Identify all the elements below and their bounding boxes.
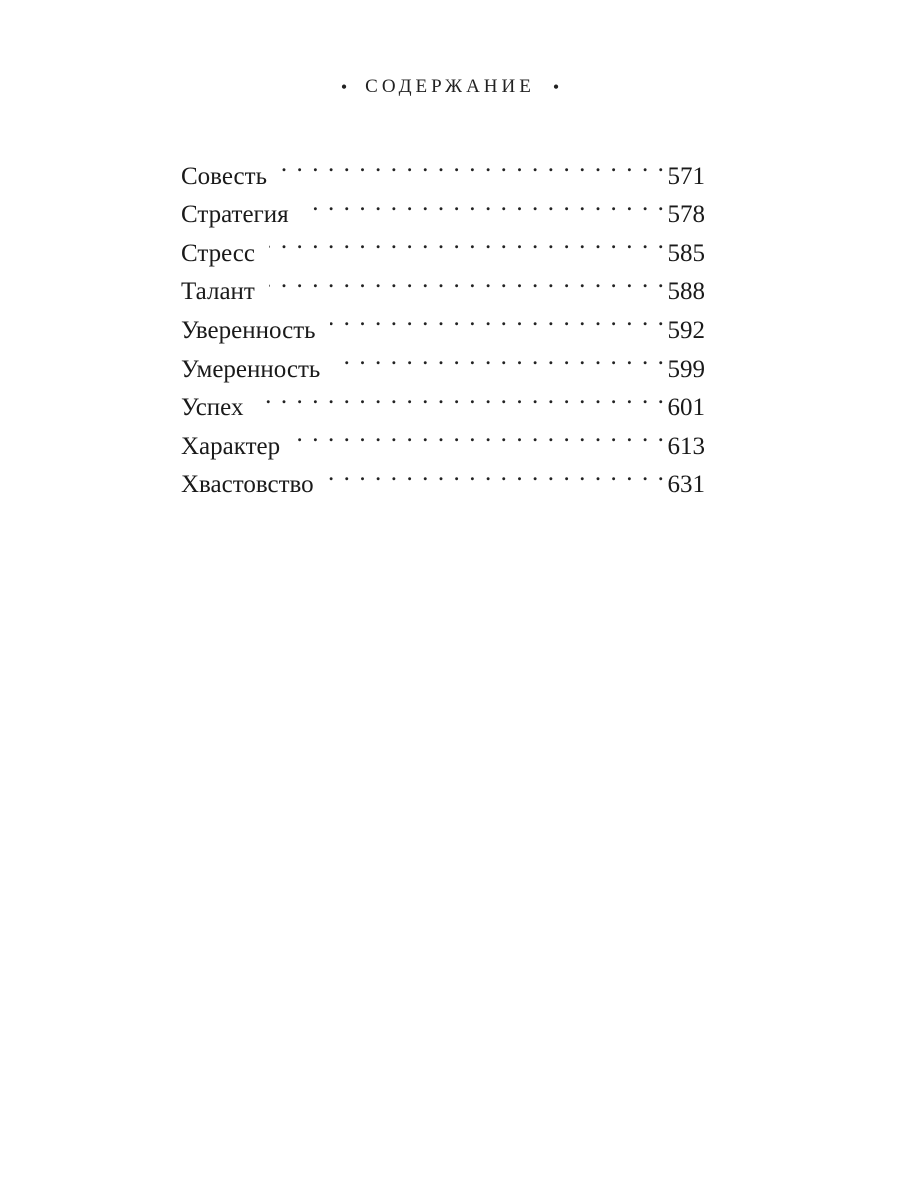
toc-entry bbox=[181, 377, 705, 422]
toc-entry-page: 601 bbox=[667, 394, 705, 422]
toc-entry-title: Стратегия bbox=[181, 201, 289, 229]
toc-entry-title: Успех bbox=[181, 394, 244, 422]
toc-entry-title: Уверенность bbox=[181, 316, 316, 344]
dot-leader bbox=[281, 145, 666, 184]
toc-entry-page: 592 bbox=[667, 316, 705, 344]
dot-leader bbox=[330, 299, 666, 338]
dot-leader bbox=[269, 222, 666, 261]
toc-entry-page: 599 bbox=[667, 355, 705, 383]
toc-entry-title: Талант bbox=[181, 278, 255, 306]
toc-entry-page: 588 bbox=[667, 278, 705, 306]
head-bullet-right: • bbox=[552, 76, 560, 97]
toc-entry bbox=[181, 145, 705, 190]
head-bullet-left: • bbox=[340, 76, 348, 97]
toc-entry-title: Стресс bbox=[181, 239, 255, 267]
dot-leader bbox=[303, 184, 666, 223]
dot-leader bbox=[257, 377, 665, 416]
dot-leader bbox=[294, 415, 665, 454]
dot-leader bbox=[328, 454, 666, 493]
toc-entry bbox=[181, 415, 705, 460]
toc-entry-page: 613 bbox=[667, 432, 705, 460]
dot-leader bbox=[269, 261, 666, 300]
toc-entry-title: Умеренность bbox=[181, 355, 321, 383]
page-title: СОДЕРЖАНИЕ bbox=[365, 76, 535, 97]
dot-leader bbox=[334, 338, 665, 377]
running-head bbox=[0, 76, 900, 98]
toc-entry-page: 585 bbox=[667, 239, 705, 267]
toc-entry-page: 578 bbox=[667, 201, 705, 229]
toc-entry-title: Хвастовство bbox=[181, 471, 314, 499]
toc-entry-title: Характер bbox=[181, 432, 281, 460]
toc-entry-title: Совесть bbox=[181, 162, 267, 190]
table-of-contents bbox=[181, 145, 705, 499]
toc-entry-page: 571 bbox=[667, 162, 705, 190]
toc-entry-page: 631 bbox=[667, 471, 705, 499]
